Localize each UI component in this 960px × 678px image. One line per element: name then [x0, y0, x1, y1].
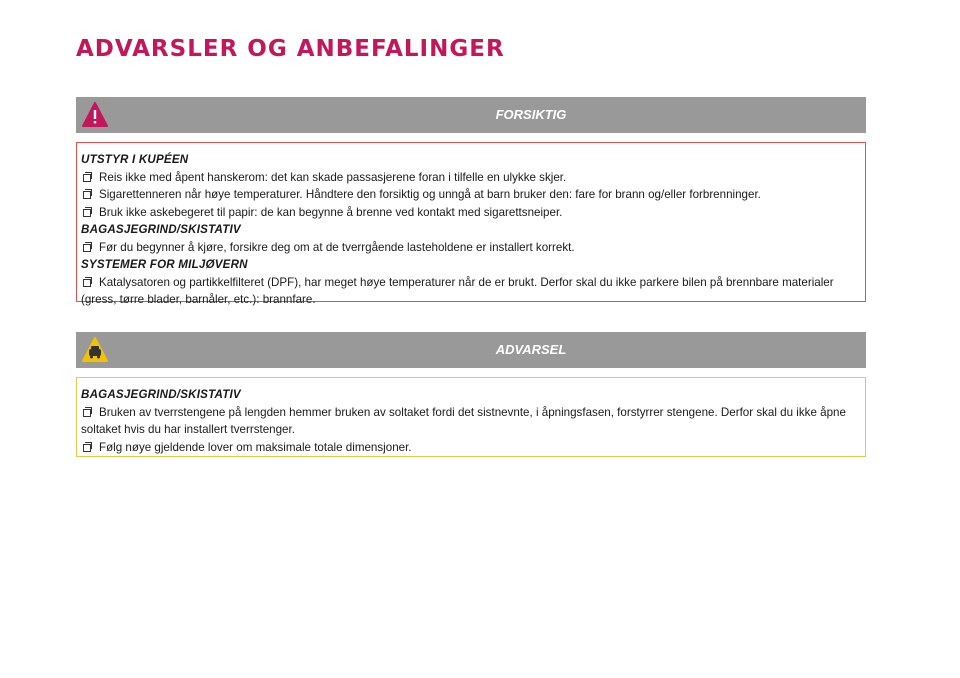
list-item: Følg nøye gjeldende lover om maksimale totale dimensjoner.: [81, 439, 855, 457]
section-heading: BAGASJEGRIND/SKISTATIV: [81, 388, 241, 401]
forsiktig-box: [76, 142, 866, 306]
list-item: Bruk ikke askebegeret til papir: de kan begynne å brenne ved kontakt med sigarettsneiper.: [81, 204, 855, 222]
page-title: ADVARSLER OG ANBEFALINGER: [76, 36, 505, 62]
forsiktig-label: FORSIKTIG: [495, 107, 567, 122]
checkbox-bullet-icon: [83, 409, 91, 417]
checkbox-bullet-icon: [83, 444, 91, 452]
checkbox-bullet-icon: [83, 244, 91, 252]
list-item: Sigarettenneren når høye temperaturer. Håndtere den forsiktig og unngå at barn bruker den: fare for brann og/eller forbrenninger.: [81, 186, 855, 204]
advarsel-banner: [76, 332, 866, 368]
list-item: Katalysatoren og partikkelfilteret (DPF), har meget høye temperaturer når de er brukt. Derfor skal du ikke parkere bilen på brennbare materialer (gress, tørre blader, barnåler, etc.): brannfare.: [81, 275, 834, 306]
advarsel-label: ADVARSEL: [495, 342, 567, 357]
checkbox-bullet-icon: [83, 191, 91, 199]
forsiktig-banner: [76, 97, 866, 133]
section-heading: BAGASJEGRIND/SKISTATIV: [81, 223, 241, 236]
checkbox-bullet-icon: [83, 279, 91, 287]
advarsel-box: [76, 377, 866, 457]
section-heading: UTSTYR I KUPÉEN: [81, 153, 189, 166]
list-item: Før du begynner å kjøre, forsikre deg om at de tverrgående lasteholdene er installert korrekt.: [81, 239, 855, 257]
section-heading: SYSTEMER FOR MILJØVERN: [81, 258, 248, 271]
checkbox-bullet-icon: [83, 209, 91, 217]
checkbox-bullet-icon: [83, 174, 91, 182]
list-item: Bruken av tverrstengene på lengden hemmer bruken av soltaket fordi det sistnevnte, i åpningsfasen, forstyrrer stengene. Derfor skal du ikke åpne soltaket hvis du har installert tverrstenger.: [81, 405, 846, 436]
list-item: Reis ikke med åpent hanskerom: det kan skade passasjerene foran i tilfelle en ulykke skjer.: [81, 169, 855, 187]
